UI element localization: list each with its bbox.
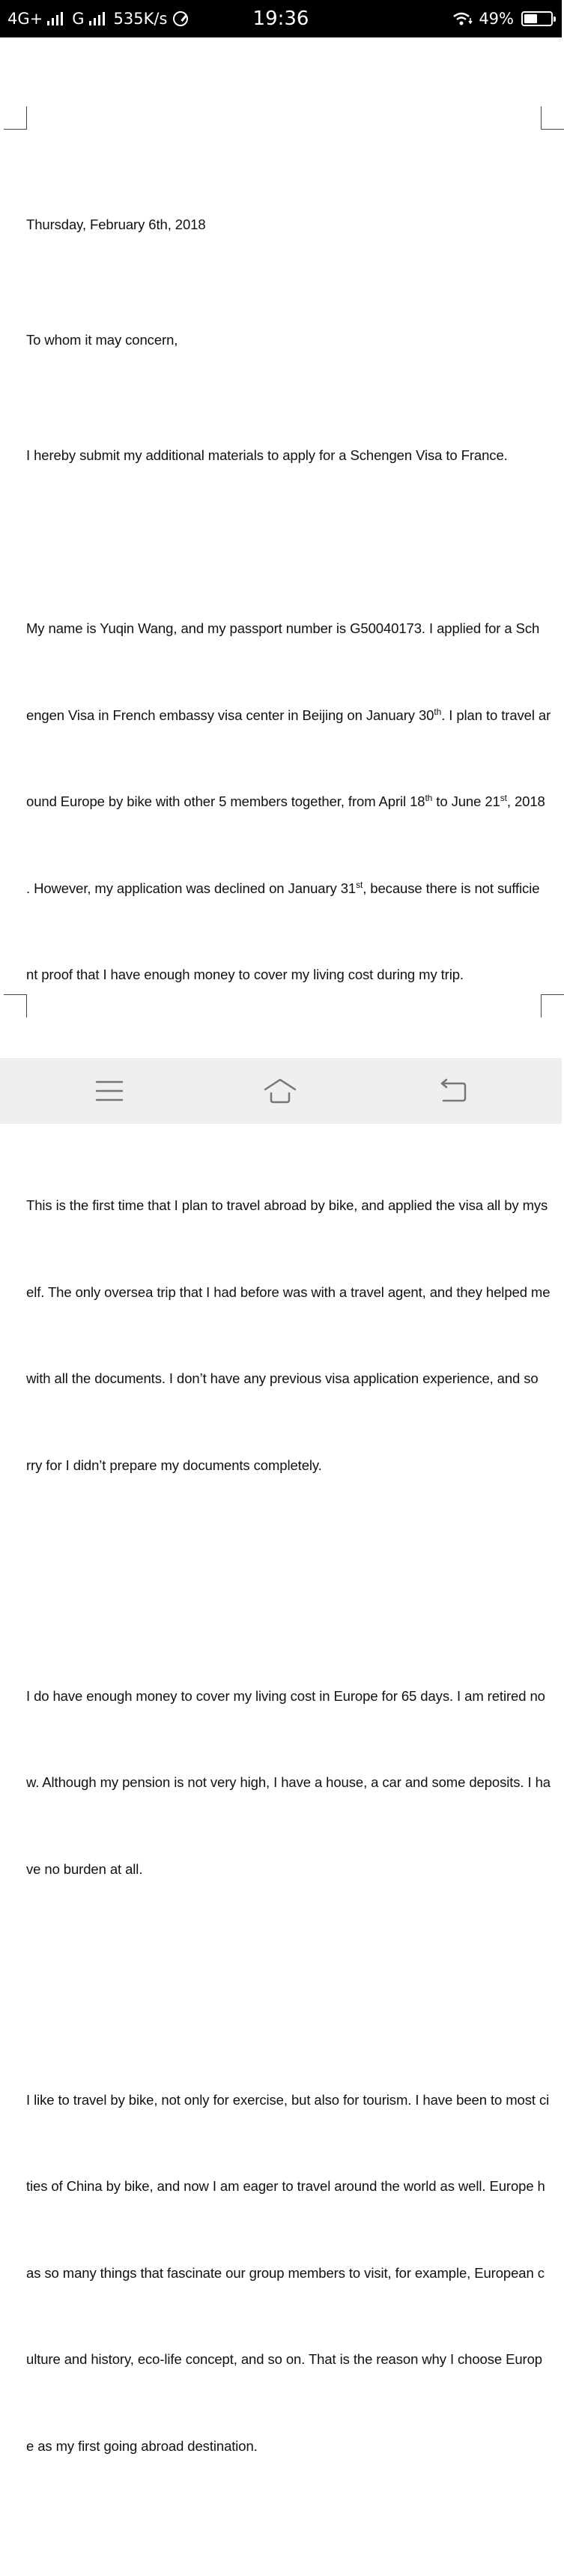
- text-line: My name is Yuqin Wang, and my passport number is G50040173. I applied for a Sch: [26, 620, 540, 636]
- battery-level: [524, 14, 537, 23]
- text-line: elf. The only oversea trip that I had before was with a travel agent, and they helped me: [26, 1284, 551, 1300]
- margin-corner-bottom-right: [541, 994, 564, 1018]
- text-line: ties of China by bike, and now I am eager to travel around the world as well. Europe h: [26, 2178, 545, 2194]
- text-line: I like to travel by bike, not only for exercise, but also for tourism. I have been to most ci: [26, 2091, 550, 2108]
- margin-corner-top-right: [541, 106, 564, 130]
- text-line: w. Although my pension is not very high, I have a house, a car and some deposits. I ha: [26, 1774, 551, 1790]
- text-line: with all the documents. I don’t have any previous visa application experience, and so: [26, 1370, 539, 1386]
- menu-icon[interactable]: [93, 1076, 126, 1106]
- text-line: ound Europe by bike with other 5 members together, from April 18th to June 21st, 2018: [26, 793, 545, 809]
- margin-corner-bottom-left: [4, 994, 27, 1018]
- navigation-bar: [0, 1058, 562, 1124]
- text-line: nt proof that I have enough money to cover my living cost during my trip.: [26, 967, 464, 982]
- paragraph-3: [26, 1134, 551, 1538]
- text-line: I do have enough money to cover my living cost in Europe for 65 days. I am retired no: [26, 1687, 545, 1704]
- letter-body: [26, 153, 551, 2576]
- wifi-icon: [453, 11, 473, 26]
- home-icon[interactable]: [264, 1076, 297, 1106]
- letter-greeting: To whom it may concern,: [26, 332, 178, 348]
- text-line: ulture and history, eco-life concept, and so on. That is the reason why I choose Europ: [26, 2351, 542, 2367]
- margin-corner-top-left: [4, 106, 27, 130]
- letter-date: Thursday, February 6th, 2018: [26, 217, 206, 232]
- status-right: [453, 0, 553, 37]
- paragraph-4: [26, 1624, 551, 1942]
- text-line: engen Visa in French embassy visa center in Beijing on January 30th. I plan to travel ar: [26, 706, 551, 723]
- network-type-1: 4G+: [7, 10, 43, 28]
- paragraph-1: I hereby submit my additional materials to apply for a Schengen Visa to France.: [26, 447, 508, 463]
- text-line: . However, my application was declined on January 31st, because there is not sufficie: [26, 879, 540, 896]
- network-speed: 535K/s: [113, 10, 168, 28]
- paragraph-2: [26, 557, 551, 1047]
- battery-icon: [521, 11, 553, 26]
- back-icon[interactable]: [436, 1076, 469, 1106]
- text-line: This is the first time that I plan to travel abroad by bike, and applied the visa all by mys: [26, 1197, 548, 1213]
- network-type-2: G: [72, 10, 85, 28]
- text-line: rry for I didn’t prepare my documents completely.: [26, 1457, 322, 1473]
- clock: 19:36: [252, 7, 309, 30]
- status-bar: [0, 0, 562, 37]
- battery-percent: 49%: [479, 10, 514, 28]
- paragraph-5: [26, 2028, 550, 2519]
- text-line: as so many things that fascinate our group members to visit, for example, European c: [26, 2264, 545, 2281]
- text-line: ve no burden at all.: [26, 1860, 143, 1877]
- text-line: e as my first going abroad destination.: [26, 2437, 258, 2454]
